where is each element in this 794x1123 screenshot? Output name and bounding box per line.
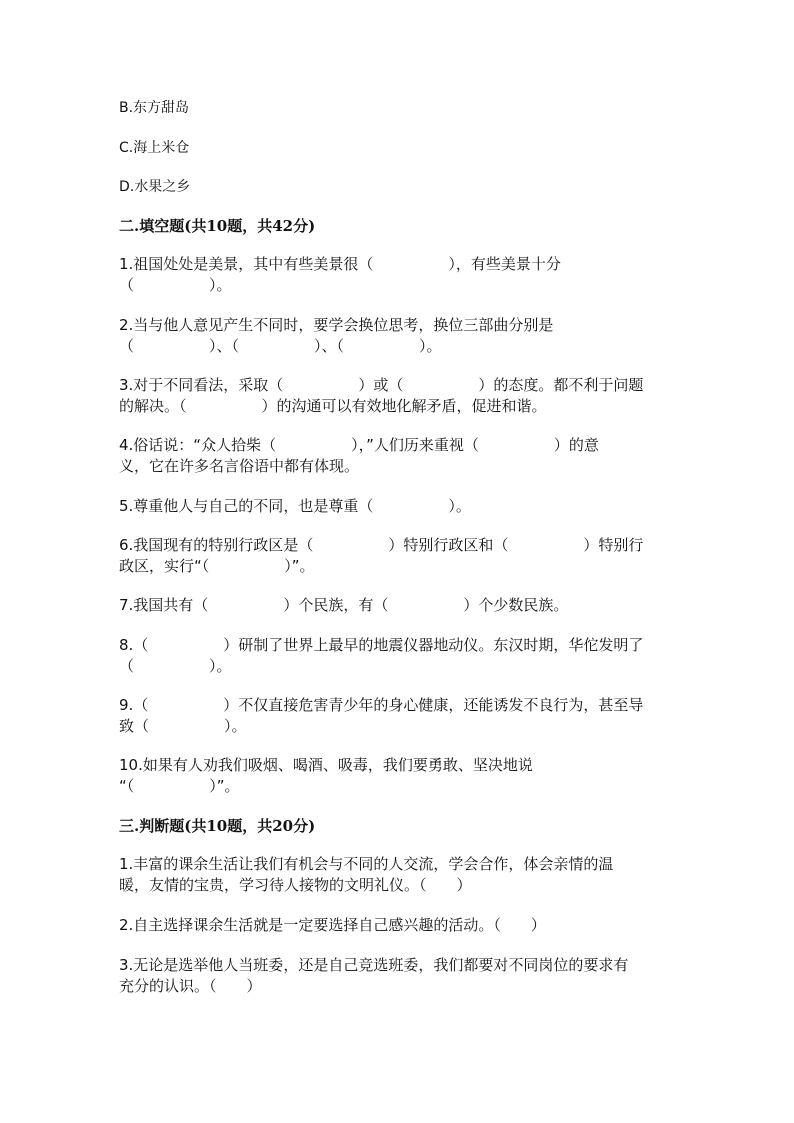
question-line: 8.（ ）研制了世界上最早的地震仪器地动仪。东汉时期，华佗发明了 <box>119 636 644 654</box>
question-line: （ ）。 <box>119 657 232 675</box>
question-line: （ ）、（ ）、（ ）。 <box>119 337 442 355</box>
question-line: 6.我国现有的特别行政区是（ ）特别行政区和（ ）特别行 <box>119 536 644 554</box>
section-title-true-false: 三.判断题(共10题，共20分) <box>119 817 316 835</box>
question-line: 2.当与他人意见产生不同时，要学会换位思考，换位三部曲分别是 <box>119 316 554 334</box>
question-line: 1.丰富的课余生活让我们有机会与不同的人交流，学会合作，体会亲情的温 <box>119 855 614 873</box>
question-line: 充分的认识。（ ） <box>119 977 262 995</box>
option-c: C.海上米仓 <box>119 140 190 156</box>
question-line: “（ ）”。 <box>119 777 240 795</box>
question-line: 7.我国共有（ ）个民族，有（ ）个少数民族。 <box>119 596 569 614</box>
question-line: 2.自主选择课余生活就是一定要选择自己感兴趣的活动。（ ） <box>119 916 546 934</box>
question-line: 4.俗话说：“众人拾柴（ ），”人们历来重视（ ）的意 <box>119 436 599 454</box>
question-line: 致（ ）。 <box>119 717 247 735</box>
question-line: 政区，实行“（ ）”。 <box>119 557 315 575</box>
section-title-fill-in: 二.填空题(共10题，共42分) <box>119 217 316 235</box>
question-line: 暖，友情的宝贵，学习待人接物的文明礼仪。（ ） <box>119 876 472 894</box>
option-b: B.东方甜岛 <box>119 100 190 116</box>
question-line: 的解决。（ ）的沟通可以有效地化解矛盾，促进和谐。 <box>119 397 547 415</box>
question-line: 10.如果有人劝我们吸烟、喝酒、吸毒，我们要勇敢、坚决地说 <box>119 756 533 774</box>
question-line: 1.祖国处处是美景，其中有些美景很（ ），有些美景十分 <box>119 255 561 273</box>
question-line: 义，它在许多名言俗语中都有体现。 <box>119 457 360 475</box>
question-line: （ ）。 <box>119 276 232 294</box>
question-line: 3.对于不同看法，采取（ ）或（ ）的态度。都不利于问题 <box>119 376 644 394</box>
question-line: 9.（ ）不仅直接危害青少年的身心健康，还能诱发不良行为，甚至导 <box>119 696 644 714</box>
question-line: 5.尊重他人与自己的不同，也是尊重（ ）。 <box>119 497 471 515</box>
option-d: D.水果之乡 <box>119 179 191 195</box>
question-line: 3.无论是选举他人当班委，还是自己竞选班委，我们都要对不同岗位的要求有 <box>119 956 629 974</box>
